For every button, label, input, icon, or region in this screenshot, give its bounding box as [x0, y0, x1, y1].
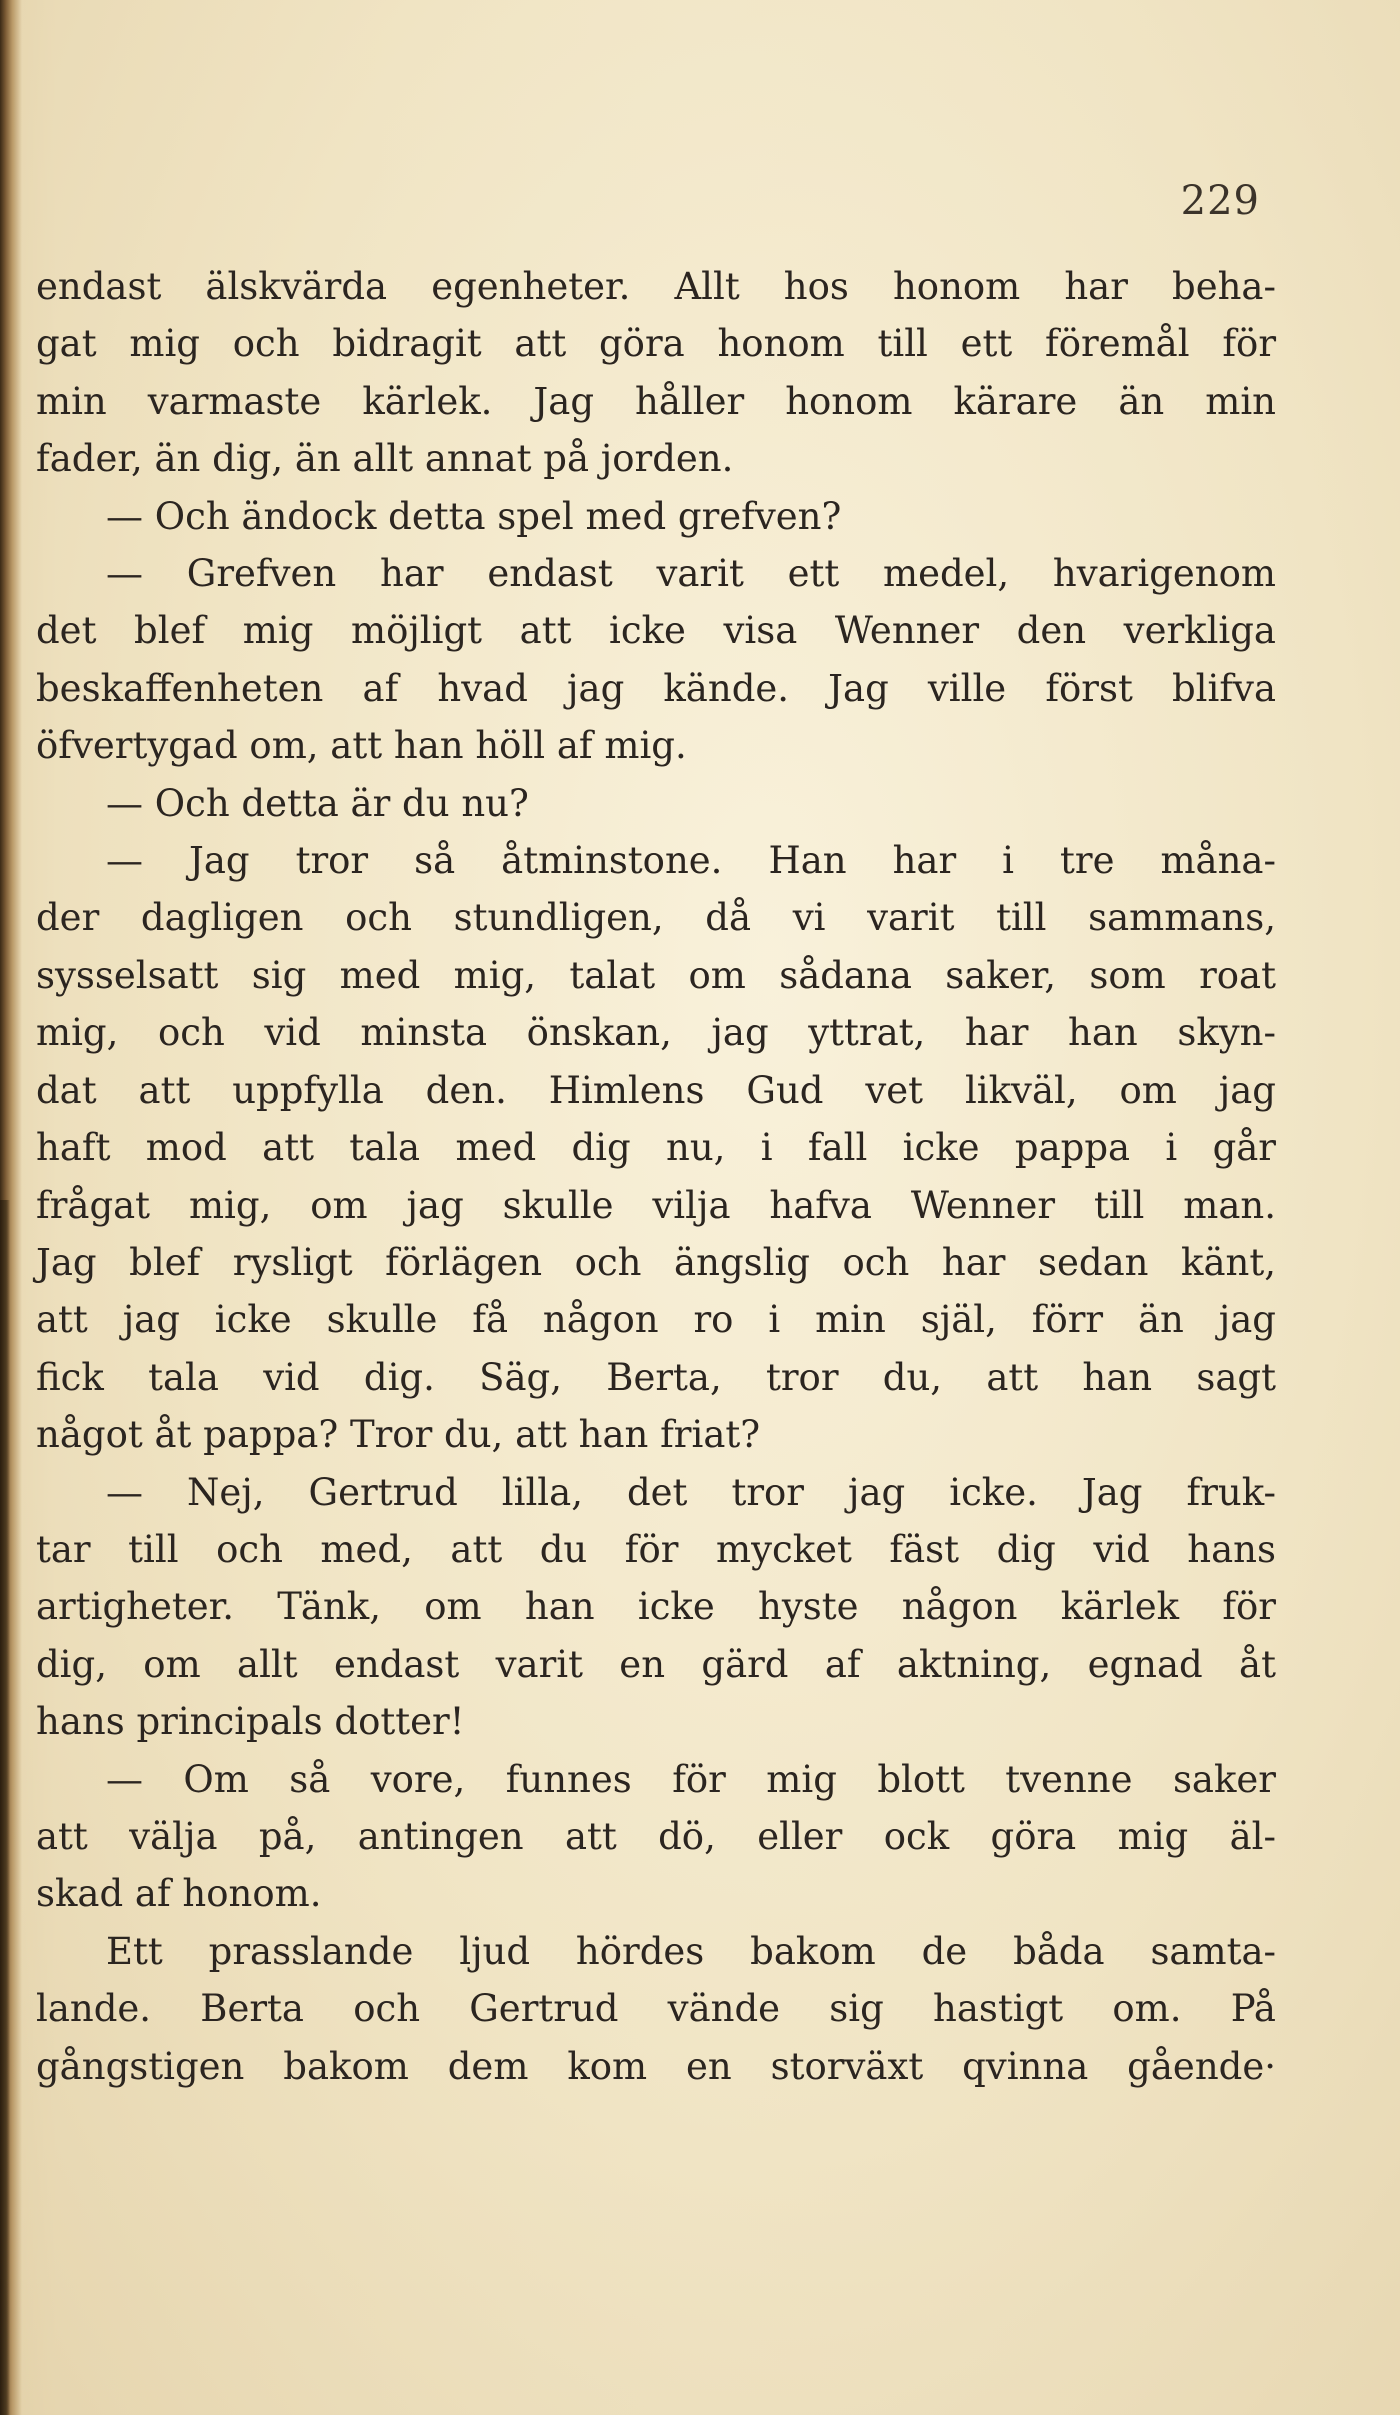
text-line: fader, än dig, än allt annat på jorden. — [36, 437, 734, 481]
text-line: haft mod att tala med dig nu, i fall icke pappa i går — [36, 1126, 1276, 1170]
text-line: mig, och vid minsta önskan, jag yttrat, har han skyn- — [36, 1011, 1276, 1055]
text-line: hans principals dotter! — [36, 1700, 465, 1744]
text-line: — Jag tror så åtminstone. Han har i tre måna- — [106, 839, 1276, 883]
text-line: frågat mig, om jag skulle vilja hafva Wenner till man. — [36, 1183, 1276, 1227]
text-line: Jag blef rysligt förlägen och ängslig och har sedan känt, — [36, 1240, 1276, 1284]
text-line: — Grefven har endast varit ett medel, hvarigenom — [106, 552, 1276, 596]
text-line: min varmaste kärlek. Jag håller honom kärare än min — [36, 379, 1276, 423]
page-number: 229 — [1180, 178, 1260, 224]
text-line: dig, om allt endast varit en gärd af aktning, egnad åt — [36, 1642, 1276, 1686]
text-line: — Nej, Gertrud lilla, det tror jag icke. Jag fruk- — [106, 1470, 1276, 1514]
text-line: artigheter. Tänk, om han icke hyste någon kärlek för — [36, 1585, 1276, 1629]
text-line: sysselsatt sig med mig, talat om sådana saker, som roat — [36, 953, 1276, 997]
text-line: — Och ändock detta spel med grefven? — [106, 494, 842, 538]
text-line: lande. Berta och Gertrud vände sig hastigt om. På — [36, 1987, 1276, 2031]
text-line: öfvertygad om, att han höll af mig. — [36, 724, 687, 768]
text-line: beskaffenheten af hvad jag kände. Jag ville först blifva — [36, 666, 1276, 710]
text-line: skad af honom. — [36, 1872, 322, 1916]
text-line: Ett prasslande ljud hördes bakom de båda samta- — [106, 1929, 1276, 1973]
book-binding-edge — [0, 1200, 10, 2415]
text-line: endast älskvärda egenheter. Allt hos honom har beha- — [36, 265, 1276, 308]
text-line: det blef mig möjligt att icke visa Wenner den verkliga — [36, 609, 1276, 653]
text-line: gat mig och bidragit att göra honom till ett föremål för — [36, 322, 1276, 366]
text-line: fick tala vid dig. Säg, Berta, tror du, att han sagt — [36, 1355, 1276, 1399]
text-line: något åt pappa? Tror du, att han friat? — [36, 1413, 761, 1457]
text-line: der dagligen och stundligen, då vi varit till sammans, — [36, 896, 1276, 940]
text-line: att välja på, antingen att dö, eller ock göra mig äl- — [36, 1814, 1276, 1858]
text-line: — Om så vore, funnes för mig blott tvenne saker — [106, 1757, 1276, 1801]
text-line: gångstigen bakom dem kom en storväxt qvinna gående· — [36, 2044, 1276, 2088]
text-line: — Och detta är du nu? — [106, 781, 529, 825]
text-line: tar till och med, att du för mycket fäst dig vid hans — [36, 1527, 1276, 1571]
text-line: att jag icke skulle få någon ro i min själ, förr än jag — [36, 1298, 1276, 1342]
body-text — [36, 258, 1276, 2095]
text-line: dat att uppfylla den. Himlens Gud vet likväl, om jag — [36, 1068, 1276, 1112]
